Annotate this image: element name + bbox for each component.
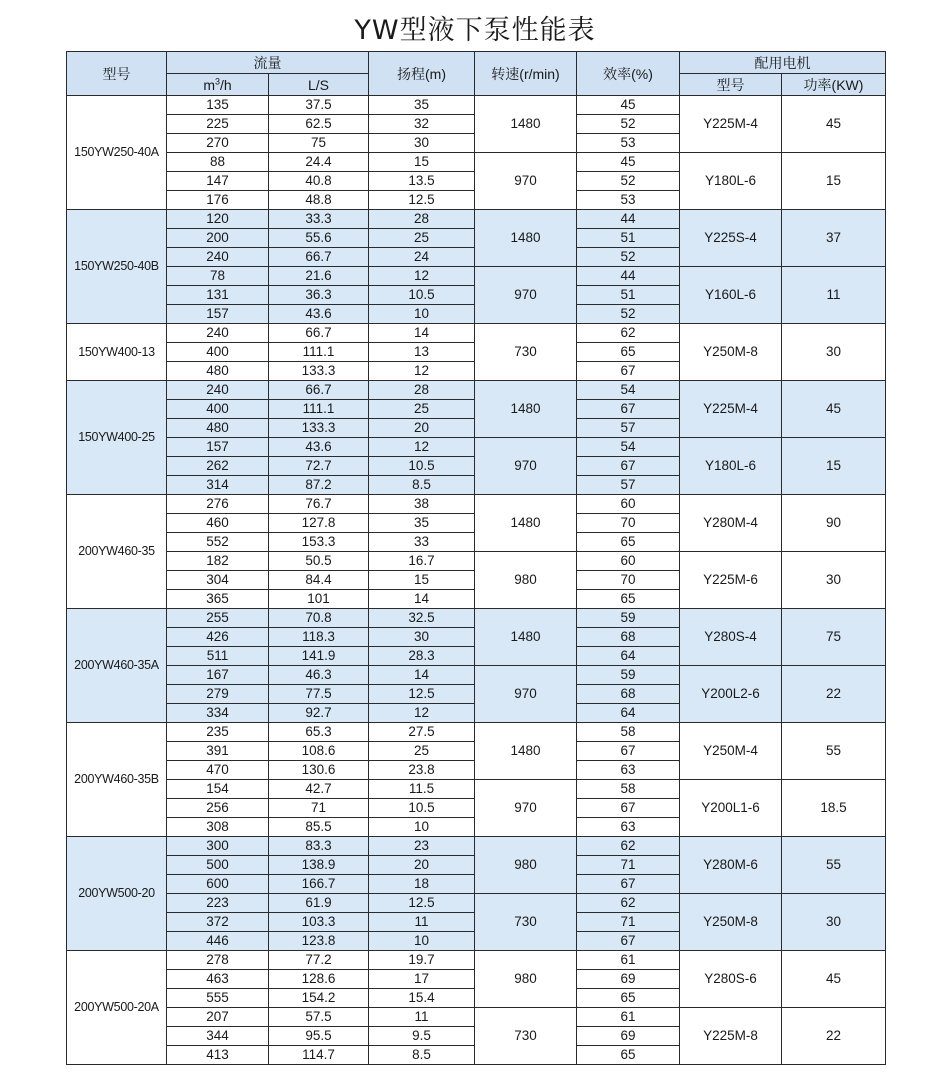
flow-m3h-cell: 270 — [167, 134, 269, 153]
motor-model-cell: Y250M-8 — [680, 894, 782, 951]
motor-power-cell: 55 — [782, 723, 886, 780]
motor-power-cell: 45 — [782, 96, 886, 153]
flow-ls-cell: 111.1 — [269, 400, 369, 419]
head-cell: 12.5 — [369, 894, 475, 913]
flow-ls-cell: 66.7 — [269, 248, 369, 267]
flow-ls-cell: 33.3 — [269, 210, 369, 229]
head-cell: 14 — [369, 666, 475, 685]
flow-ls-cell: 66.7 — [269, 324, 369, 343]
motor-power-cell: 75 — [782, 609, 886, 666]
flow-m3h-cell: 480 — [167, 419, 269, 438]
head-cell: 16.7 — [369, 552, 475, 571]
flow-m3h-cell: 460 — [167, 514, 269, 533]
flow-m3h-cell: 400 — [167, 343, 269, 362]
efficiency-cell: 71 — [577, 856, 680, 875]
flow-m3h-cell: 135 — [167, 96, 269, 115]
motor-model-cell: Y225M-4 — [680, 96, 782, 153]
flow-ls-cell: 128.6 — [269, 970, 369, 989]
flow-m3h-cell: 240 — [167, 248, 269, 267]
flow-m3h-cell: 480 — [167, 362, 269, 381]
speed-cell: 970 — [475, 267, 577, 324]
flow-ls-cell: 71 — [269, 799, 369, 818]
header-flow: 流量 — [167, 52, 369, 74]
flow-ls-cell: 95.5 — [269, 1027, 369, 1046]
efficiency-cell: 54 — [577, 381, 680, 400]
head-cell: 12 — [369, 704, 475, 723]
speed-cell: 1480 — [475, 495, 577, 552]
table-row — [67, 951, 886, 970]
flow-m3h-cell: 240 — [167, 324, 269, 343]
head-cell: 13 — [369, 343, 475, 362]
head-cell: 18 — [369, 875, 475, 894]
table-row — [67, 324, 886, 343]
speed-cell: 730 — [475, 324, 577, 381]
head-cell: 14 — [369, 590, 475, 609]
flow-ls-cell: 123.8 — [269, 932, 369, 951]
flow-m3h-cell: 147 — [167, 172, 269, 191]
table-row — [67, 96, 886, 115]
efficiency-cell: 67 — [577, 400, 680, 419]
flow-m3h-cell: 88 — [167, 153, 269, 172]
flow-ls-cell: 42.7 — [269, 780, 369, 799]
head-cell: 33 — [369, 533, 475, 552]
speed-cell: 970 — [475, 153, 577, 210]
flow-ls-cell: 62.5 — [269, 115, 369, 134]
table-row — [67, 210, 886, 229]
flow-m3h-cell: 555 — [167, 989, 269, 1008]
flow-m3h-cell: 279 — [167, 685, 269, 704]
efficiency-cell: 67 — [577, 742, 680, 761]
efficiency-cell: 65 — [577, 1046, 680, 1065]
efficiency-cell: 62 — [577, 837, 680, 856]
header-motor-power: 功率(KW) — [782, 74, 886, 96]
flow-m3h-cell: 511 — [167, 647, 269, 666]
efficiency-cell: 57 — [577, 476, 680, 495]
flow-m3h-cell: 157 — [167, 438, 269, 457]
flow-m3h-cell: 262 — [167, 457, 269, 476]
flow-m3h-cell: 235 — [167, 723, 269, 742]
efficiency-cell: 45 — [577, 153, 680, 172]
head-cell: 25 — [369, 229, 475, 248]
efficiency-cell: 60 — [577, 552, 680, 571]
motor-model-cell: Y225M-4 — [680, 381, 782, 438]
speed-cell: 1480 — [475, 723, 577, 780]
pump-model-cell: 200YW500-20 — [67, 837, 167, 951]
flow-m3h-cell: 276 — [167, 495, 269, 514]
head-cell: 28 — [369, 210, 475, 229]
efficiency-cell: 64 — [577, 647, 680, 666]
head-cell: 11.5 — [369, 780, 475, 799]
efficiency-cell: 44 — [577, 210, 680, 229]
motor-power-cell: 37 — [782, 210, 886, 267]
header-motor-model: 型号 — [680, 74, 782, 96]
head-cell: 10 — [369, 818, 475, 837]
flow-m3h-cell: 552 — [167, 533, 269, 552]
pump-model-cell: 150YW250-40A — [67, 96, 167, 210]
table-row — [67, 723, 886, 742]
flow-ls-cell: 133.3 — [269, 362, 369, 381]
flow-ls-cell: 57.5 — [269, 1008, 369, 1027]
efficiency-cell: 61 — [577, 951, 680, 970]
flow-m3h-cell: 255 — [167, 609, 269, 628]
flow-m3h-cell: 500 — [167, 856, 269, 875]
table-row — [67, 1008, 886, 1027]
flow-m3h-cell: 256 — [167, 799, 269, 818]
table-body — [67, 96, 886, 1065]
pump-model-cell: 200YW500-20A — [67, 951, 167, 1065]
flow-ls-cell: 70.8 — [269, 609, 369, 628]
flow-ls-cell: 166.7 — [269, 875, 369, 894]
flow-ls-cell: 103.3 — [269, 913, 369, 932]
speed-cell: 1480 — [475, 96, 577, 153]
flow-m3h-cell: 400 — [167, 400, 269, 419]
flow-ls-cell: 153.3 — [269, 533, 369, 552]
flow-m3h-cell: 157 — [167, 305, 269, 324]
motor-power-cell: 15 — [782, 438, 886, 495]
head-cell: 24 — [369, 248, 475, 267]
flow-ls-cell: 61.9 — [269, 894, 369, 913]
flow-m3h-cell: 78 — [167, 267, 269, 286]
efficiency-cell: 65 — [577, 533, 680, 552]
efficiency-cell: 52 — [577, 305, 680, 324]
head-cell: 11 — [369, 913, 475, 932]
efficiency-cell: 52 — [577, 115, 680, 134]
efficiency-cell: 53 — [577, 134, 680, 153]
speed-cell: 1480 — [475, 381, 577, 438]
head-cell: 20 — [369, 856, 475, 875]
efficiency-cell: 63 — [577, 818, 680, 837]
head-cell: 32.5 — [369, 609, 475, 628]
flow-m3h-cell: 426 — [167, 628, 269, 647]
efficiency-cell: 63 — [577, 761, 680, 780]
flow-ls-cell: 66.7 — [269, 381, 369, 400]
header-motor: 配用电机 — [680, 52, 886, 74]
flow-m3h-cell: 334 — [167, 704, 269, 723]
speed-cell: 730 — [475, 894, 577, 951]
efficiency-cell: 61 — [577, 1008, 680, 1027]
motor-model-cell: Y225M-8 — [680, 1008, 782, 1065]
head-cell: 35 — [369, 96, 475, 115]
head-cell: 10.5 — [369, 457, 475, 476]
efficiency-cell: 71 — [577, 913, 680, 932]
motor-power-cell: 30 — [782, 894, 886, 951]
head-cell: 28 — [369, 381, 475, 400]
efficiency-cell: 65 — [577, 590, 680, 609]
flow-m3h-cell: 200 — [167, 229, 269, 248]
head-cell: 8.5 — [369, 476, 475, 495]
efficiency-cell: 67 — [577, 875, 680, 894]
flow-m3h-cell: 182 — [167, 552, 269, 571]
motor-model-cell: Y280S-6 — [680, 951, 782, 1008]
flow-ls-cell: 108.6 — [269, 742, 369, 761]
flow-m3h-cell: 372 — [167, 913, 269, 932]
head-cell: 30 — [369, 134, 475, 153]
motor-power-cell: 22 — [782, 1008, 886, 1065]
flow-m3h-cell: 278 — [167, 951, 269, 970]
flow-ls-cell: 50.5 — [269, 552, 369, 571]
speed-cell: 980 — [475, 552, 577, 609]
efficiency-cell: 51 — [577, 286, 680, 305]
motor-model-cell: Y225S-4 — [680, 210, 782, 267]
flow-ls-cell: 141.9 — [269, 647, 369, 666]
motor-power-cell: 22 — [782, 666, 886, 723]
flow-ls-cell: 92.7 — [269, 704, 369, 723]
head-cell: 10 — [369, 932, 475, 951]
head-cell: 12 — [369, 362, 475, 381]
flow-ls-cell: 43.6 — [269, 438, 369, 457]
flow-ls-cell: 75 — [269, 134, 369, 153]
flow-ls-cell: 138.9 — [269, 856, 369, 875]
speed-cell: 970 — [475, 438, 577, 495]
flow-m3h-cell: 600 — [167, 875, 269, 894]
flow-ls-cell: 133.3 — [269, 419, 369, 438]
efficiency-cell: 44 — [577, 267, 680, 286]
head-cell: 25 — [369, 742, 475, 761]
head-cell: 15.4 — [369, 989, 475, 1008]
efficiency-cell: 64 — [577, 704, 680, 723]
speed-cell: 970 — [475, 780, 577, 837]
flow-m3h-cell: 470 — [167, 761, 269, 780]
speed-cell: 1480 — [475, 609, 577, 666]
motor-power-cell: 45 — [782, 381, 886, 438]
performance-table — [66, 51, 886, 1065]
efficiency-cell: 65 — [577, 989, 680, 1008]
head-cell: 38 — [369, 495, 475, 514]
head-cell: 8.5 — [369, 1046, 475, 1065]
head-cell: 12.5 — [369, 191, 475, 210]
flow-ls-cell: 48.8 — [269, 191, 369, 210]
efficiency-cell: 69 — [577, 1027, 680, 1046]
flow-ls-cell: 87.2 — [269, 476, 369, 495]
motor-power-cell: 30 — [782, 324, 886, 381]
pump-model-cell: 200YW460-35 — [67, 495, 167, 609]
pump-model-cell: 150YW400-25 — [67, 381, 167, 495]
pump-model-cell: 150YW400-13 — [67, 324, 167, 381]
speed-cell: 980 — [475, 837, 577, 894]
flow-ls-cell: 111.1 — [269, 343, 369, 362]
head-cell: 14 — [369, 324, 475, 343]
flow-m3h-cell: 154 — [167, 780, 269, 799]
speed-cell: 980 — [475, 951, 577, 1008]
flow-ls-cell: 101 — [269, 590, 369, 609]
efficiency-cell: 62 — [577, 324, 680, 343]
flow-m3h-cell: 207 — [167, 1008, 269, 1027]
efficiency-cell: 60 — [577, 495, 680, 514]
flow-ls-cell: 127.8 — [269, 514, 369, 533]
head-cell: 15 — [369, 571, 475, 590]
efficiency-cell: 52 — [577, 172, 680, 191]
motor-power-cell: 15 — [782, 153, 886, 210]
efficiency-cell: 67 — [577, 457, 680, 476]
motor-model-cell: Y160L-6 — [680, 267, 782, 324]
motor-model-cell: Y180L-6 — [680, 153, 782, 210]
efficiency-cell: 65 — [577, 343, 680, 362]
table-row — [67, 780, 886, 799]
flow-ls-cell: 130.6 — [269, 761, 369, 780]
efficiency-cell: 58 — [577, 780, 680, 799]
flow-ls-cell: 76.7 — [269, 495, 369, 514]
efficiency-cell: 59 — [577, 609, 680, 628]
table-row — [67, 267, 886, 286]
flow-ls-cell: 43.6 — [269, 305, 369, 324]
head-cell: 13.5 — [369, 172, 475, 191]
motor-model-cell: Y280M-4 — [680, 495, 782, 552]
head-cell: 30 — [369, 628, 475, 647]
efficiency-cell: 58 — [577, 723, 680, 742]
efficiency-cell: 52 — [577, 248, 680, 267]
header-speed: 转速(r/min) — [475, 52, 577, 96]
flow-ls-cell: 77.5 — [269, 685, 369, 704]
motor-power-cell: 90 — [782, 495, 886, 552]
speed-cell: 1480 — [475, 210, 577, 267]
table-row — [67, 552, 886, 571]
motor-power-cell: 45 — [782, 951, 886, 1008]
flow-ls-cell: 83.3 — [269, 837, 369, 856]
flow-m3h-cell: 308 — [167, 818, 269, 837]
efficiency-cell: 68 — [577, 628, 680, 647]
flow-ls-cell: 72.7 — [269, 457, 369, 476]
flow-ls-cell: 65.3 — [269, 723, 369, 742]
table-row — [67, 381, 886, 400]
flow-ls-cell: 84.4 — [269, 571, 369, 590]
pump-model-cell: 200YW460-35B — [67, 723, 167, 837]
efficiency-cell: 68 — [577, 685, 680, 704]
head-cell: 11 — [369, 1008, 475, 1027]
flow-m3h-cell: 300 — [167, 837, 269, 856]
head-cell: 19.7 — [369, 951, 475, 970]
efficiency-cell: 51 — [577, 229, 680, 248]
pump-model-cell: 150YW250-40B — [67, 210, 167, 324]
flow-m3h-cell: 446 — [167, 932, 269, 951]
motor-power-cell: 18.5 — [782, 780, 886, 837]
head-cell: 10.5 — [369, 286, 475, 305]
motor-model-cell: Y200L2-6 — [680, 666, 782, 723]
flow-ls-cell: 85.5 — [269, 818, 369, 837]
flow-ls-cell: 118.3 — [269, 628, 369, 647]
head-cell: 27.5 — [369, 723, 475, 742]
efficiency-cell: 67 — [577, 932, 680, 951]
flow-m3h-cell: 225 — [167, 115, 269, 134]
efficiency-cell: 69 — [577, 970, 680, 989]
head-cell: 20 — [369, 419, 475, 438]
motor-model-cell: Y180L-6 — [680, 438, 782, 495]
table-row — [67, 495, 886, 514]
efficiency-cell: 54 — [577, 438, 680, 457]
header-model: 型号 — [67, 52, 167, 96]
flow-m3h-cell: 413 — [167, 1046, 269, 1065]
efficiency-cell: 67 — [577, 799, 680, 818]
head-cell: 23 — [369, 837, 475, 856]
motor-power-cell: 55 — [782, 837, 886, 894]
efficiency-cell: 70 — [577, 514, 680, 533]
head-cell: 23.8 — [369, 761, 475, 780]
flow-ls-cell: 46.3 — [269, 666, 369, 685]
flow-m3h-cell: 304 — [167, 571, 269, 590]
efficiency-cell: 57 — [577, 419, 680, 438]
header-flow-m3h: $m^3/h$ — [167, 74, 269, 96]
page-title: YW型液下泵性能表 — [354, 15, 596, 46]
head-cell: 12 — [369, 438, 475, 457]
head-cell: 15 — [369, 153, 475, 172]
motor-model-cell: Y280S-4 — [680, 609, 782, 666]
head-cell: 12 — [369, 267, 475, 286]
table-row — [67, 894, 886, 913]
header-flow-ls: L/S — [269, 74, 369, 96]
head-cell: 25 — [369, 400, 475, 419]
head-cell: 17 — [369, 970, 475, 989]
flow-ls-cell: 36.3 — [269, 286, 369, 305]
efficiency-cell: 45 — [577, 96, 680, 115]
motor-power-cell: 30 — [782, 552, 886, 609]
flow-m3h-cell: 391 — [167, 742, 269, 761]
motor-model-cell: Y250M-8 — [680, 324, 782, 381]
table-row — [67, 666, 886, 685]
table-row — [67, 438, 886, 457]
head-cell: 9.5 — [369, 1027, 475, 1046]
efficiency-cell: 62 — [577, 894, 680, 913]
efficiency-cell: 59 — [577, 666, 680, 685]
flow-ls-cell: 114.7 — [269, 1046, 369, 1065]
head-cell: 12.5 — [369, 685, 475, 704]
motor-model-cell: Y280M-6 — [680, 837, 782, 894]
flow-m3h-cell: 240 — [167, 381, 269, 400]
flow-m3h-cell: 120 — [167, 210, 269, 229]
motor-power-cell: 11 — [782, 267, 886, 324]
flow-ls-cell: 154.2 — [269, 989, 369, 1008]
header-head: 扬程(m) — [369, 52, 475, 96]
flow-m3h-cell: 365 — [167, 590, 269, 609]
flow-m3h-cell: 463 — [167, 970, 269, 989]
flow-ls-cell: 40.8 — [269, 172, 369, 191]
pump-model-cell: 200YW460-35A — [67, 609, 167, 723]
table-row — [67, 609, 886, 628]
flow-ls-cell: 37.5 — [269, 96, 369, 115]
flow-ls-cell: 55.6 — [269, 229, 369, 248]
table-row — [67, 837, 886, 856]
speed-cell: 970 — [475, 666, 577, 723]
motor-model-cell: Y225M-6 — [680, 552, 782, 609]
flow-m3h-cell: 131 — [167, 286, 269, 305]
flow-m3h-cell: 314 — [167, 476, 269, 495]
head-cell: 28.3 — [369, 647, 475, 666]
efficiency-cell: 53 — [577, 191, 680, 210]
head-cell: 35 — [369, 514, 475, 533]
flow-m3h-cell: 344 — [167, 1027, 269, 1046]
flow-ls-cell: 21.6 — [269, 267, 369, 286]
table-row — [67, 153, 886, 172]
motor-model-cell: Y250M-4 — [680, 723, 782, 780]
head-cell: 32 — [369, 115, 475, 134]
motor-model-cell: Y200L1-6 — [680, 780, 782, 837]
speed-cell: 730 — [475, 1008, 577, 1065]
flow-ls-cell: 24.4 — [269, 153, 369, 172]
head-cell: 10.5 — [369, 799, 475, 818]
flow-m3h-cell: 176 — [167, 191, 269, 210]
header-efficiency: 效率(%) — [577, 52, 680, 96]
flow-m3h-cell: 223 — [167, 894, 269, 913]
flow-ls-cell: 77.2 — [269, 951, 369, 970]
efficiency-cell: 67 — [577, 362, 680, 381]
flow-m3h-cell: 167 — [167, 666, 269, 685]
efficiency-cell: 70 — [577, 571, 680, 590]
head-cell: 10 — [369, 305, 475, 324]
